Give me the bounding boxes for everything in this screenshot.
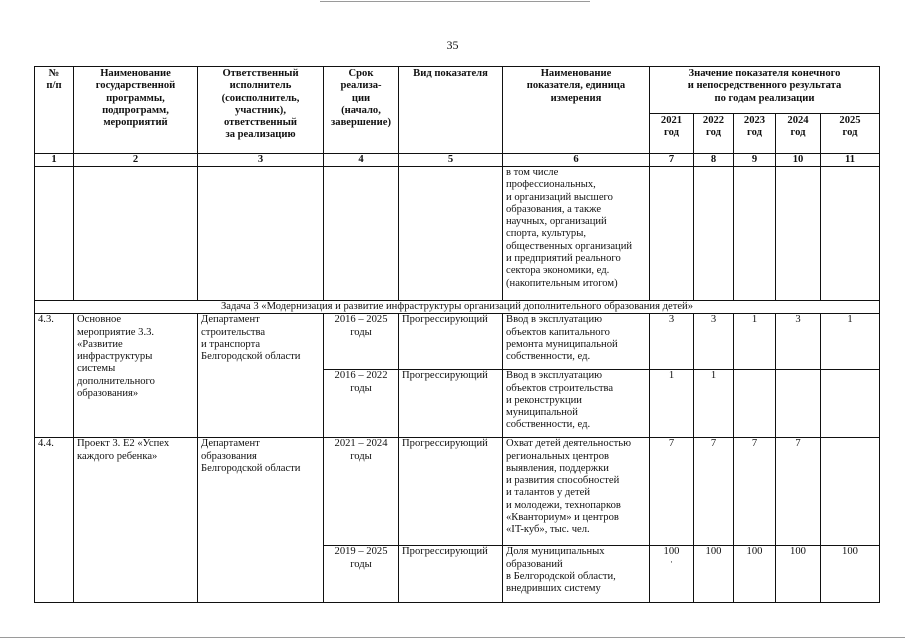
value-2024: 3 [776,314,821,370]
row-indicator-name: Охват детей деятельностью региональных центров выявления, поддержки и развития способностей и талантов у детей и молодежи, технопарков «Кванториум» и центров «IT-куб», тыс. чел. [503,438,650,546]
value-2024 [776,370,821,438]
column-number: 10 [776,154,821,167]
header-year-2021: 2021 год [650,114,694,154]
table-row [35,438,880,546]
row-executor: Департамент образования Белгородской области [198,438,324,603]
value-2022: 7 [694,438,734,546]
value-2021: 3 [650,314,694,370]
continuation-row [35,167,880,301]
continuation-indicator: в том числе профессиональных, и организаций высшего образования, а также научных, организаций спорта, культуры, общественных организаций и предприятий реального сектора экономики, ед. (накопительным итогом) [503,167,650,301]
header-year-2024: 2024 год [776,114,821,154]
column-number: 9 [734,154,776,167]
header-name: Наименование государственной программы, подпрограмм, мероприятий [74,67,198,154]
column-number: 2 [74,154,198,167]
header-year-2022: 2022 год [694,114,734,154]
row-program-name: Основное мероприятие 3.3. «Развитие инфраструктуры системы дополнительного образования» [74,314,198,438]
column-number: 7 [650,154,694,167]
value-2025 [821,438,880,546]
value-2023 [734,370,776,438]
row-indicator-name: Доля муниципальных образований в Белгородской области, внедривших систему [503,546,650,603]
column-number: 1 [35,154,74,167]
row-executor: Департамент строительства и транспорта Белгородской области [198,314,324,438]
column-number: 11 [821,154,880,167]
value-2023: 1 [734,314,776,370]
value-2023: 100 [734,546,776,603]
row-indicator-name: Ввод в эксплуатацию объектов строительства и реконструкции муниципальной собственности, ед. [503,370,650,438]
column-number-row [35,154,880,167]
row-term: 2019 – 2025 годы [324,546,399,603]
header-type: Вид показателя [399,67,503,154]
value-2023: 7 [734,438,776,546]
value-2022: 1 [694,370,734,438]
column-number: 3 [198,154,324,167]
scan-edge-bottom [0,637,905,638]
value-2024: 7 [776,438,821,546]
table-row [35,314,880,370]
column-number: 5 [399,154,503,167]
scan-speck-mark: · [670,556,673,567]
header-values-group: Значение показателя конечного и непосредственного результата по годам реализации [650,67,880,114]
scan-edge-top [320,1,590,2]
header-year-2023: 2023 год [734,114,776,154]
value-2021: 100 · [650,546,694,603]
header-year-2025: 2025 год [821,114,880,154]
row-term: 2016 – 2025 годы [324,314,399,370]
header-row [35,67,880,114]
value-2024: 100 [776,546,821,603]
value-2025 [821,370,880,438]
row-number: 4.3. [35,314,74,438]
row-indicator-type: Прогрессирующий [399,314,503,370]
program-table [34,66,880,603]
row-number: 4.4. [35,438,74,603]
row-term: 2021 – 2024 годы [324,438,399,546]
row-indicator-type: Прогрессирующий [399,438,503,546]
column-number: 4 [324,154,399,167]
task-3-heading: Задача 3 «Модернизация и развитие инфраструктуры организаций дополнительного образования детей» [35,301,880,314]
row-indicator-name: Ввод в эксплуатацию объектов капитального ремонта муниципальной собственности, ед. [503,314,650,370]
value-2025: 1 [821,314,880,370]
column-number: 8 [694,154,734,167]
header-num: № п/п [35,67,74,154]
value-2022: 100 [694,546,734,603]
value-2022: 3 [694,314,734,370]
header-executor: Ответственный исполнитель (соисполнитель, участник), ответственный за реализацию [198,67,324,154]
value-2025: 100 [821,546,880,603]
value-2021: 7 [650,438,694,546]
header-term: Срок реализа- ции (начало, завершение) [324,67,399,154]
column-number: 6 [503,154,650,167]
row-indicator-type: Прогрессирующий [399,370,503,438]
value-2021: 1 [650,370,694,438]
row-program-name: Проект 3. Е2 «Успех каждого ребенка» [74,438,198,603]
task-row [35,301,880,314]
row-indicator-type: Прогрессирующий [399,546,503,603]
page-number: 35 [446,38,459,52]
row-term: 2016 – 2022 годы [324,370,399,438]
header-indicator: Наименование показателя, единица измерения [503,67,650,154]
